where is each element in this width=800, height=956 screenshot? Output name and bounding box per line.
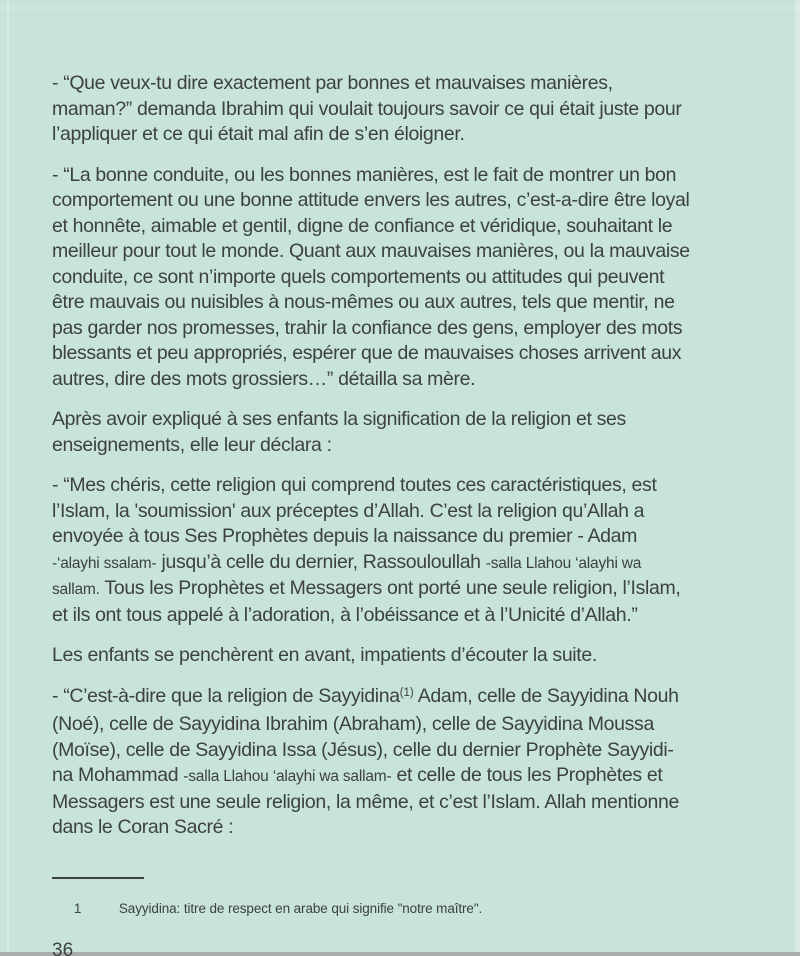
text-line [52, 643, 758, 669]
text-segment: autres, dire des mots grossiers…” détailla sa mère. [52, 367, 476, 390]
text-segment: -salla Llahou ‘alayhi wa [485, 554, 642, 572]
paragraph [52, 407, 758, 458]
text-segment: (Moïse), celle de Sayyidina Issa (Jésus), celle du dernier Prophète Sayyidi- [52, 738, 674, 761]
text-line [52, 239, 758, 265]
text-segment: (Noé), celle de Sayyidina Ibrahim (Abraham), celle de Sayyidina Moussa [52, 713, 654, 735]
text-segment: Les enfants se penchèrent en avant, impatients d’écouter la suite. [52, 644, 597, 666]
text-segment: dans le Coran Sacré : [52, 816, 234, 838]
text-segment: être mauvais ou nuisibles à nous-mêmes ou aux autres, tels que mentir, ne [52, 291, 675, 313]
text-segment: pas garder nos promesses, trahir la confiance des gens, employer des mots [52, 316, 683, 339]
paragraph [52, 71, 758, 148]
text-segment: Tous les Prophètes et Messagers ont porté une seule religion, l’Islam, [99, 577, 681, 599]
text-segment: maman?” demanda Ibrahim qui voulait toujours savoir ce qui était juste pour [52, 97, 682, 120]
text-line [52, 316, 758, 342]
scan-edge-left [7, 0, 9, 956]
text-line [52, 684, 758, 713]
text-segment: l’Islam, la 'soumission' aux préceptes d’Allah. C’est la religion qu’Allah a [52, 499, 645, 522]
text-segment: sallam. [52, 581, 100, 598]
text-line [52, 97, 758, 123]
scan-edge-right [795, 0, 800, 956]
footnote-line [52, 885, 758, 933]
text-segment: envoyée à tous Ses Prophètes depuis la naissance du premier - Adam [52, 525, 638, 547]
text-line [52, 265, 758, 291]
text-line [52, 576, 758, 603]
text-segment: na Mohammad [52, 764, 184, 786]
text-line [52, 367, 758, 393]
text-segment: - “C’est-à-dire que la religion de Sayyidina [52, 684, 400, 707]
text-segment: Après avoir expliqué à ses enfants la signification de la religion et ses [52, 408, 626, 430]
paragraph [52, 473, 758, 628]
text-line [52, 550, 758, 577]
scan-edge-top [0, 7, 800, 9]
text-line [52, 341, 758, 367]
text-line [52, 214, 758, 240]
text-segment: conduite, ce sont n’importe quels comportements ou attitudes qui peuvent [52, 265, 665, 288]
footnote-divider [52, 877, 144, 879]
text-line [52, 163, 758, 189]
text-segment: Adam, celle de Sayyidina Nouh [413, 684, 679, 707]
footnote-marker: 1 [73, 901, 82, 916]
text-segment: -‘alayhi ssalam- [52, 554, 157, 572]
text-segment: blessants et peu appropriés, espérer que de mauvaises choses arrivent aux [52, 342, 682, 364]
text-segment: - “Que veux-tu dire exactement par bonnes et mauvaises manières, [52, 72, 613, 94]
text-segment: meilleur pour tout le monde. Quant aux mauvaises manières, ou la mauvaise [52, 240, 690, 262]
text-segment: enseignements, elle leur déclara : [52, 433, 332, 456]
text-line [52, 433, 758, 459]
text-line [52, 407, 758, 433]
paragraph [52, 163, 758, 393]
page-number: 36 [52, 940, 74, 956]
text-line [52, 738, 758, 764]
text-segment: -salla Llahou ‘alayhi wa sallam- [183, 768, 392, 785]
text-segment: jusqu’à celle du dernier, Rassouloullah [156, 550, 486, 573]
text-segment: comportement ou une bonne attitude envers les autres, c’est-a-dire être loyal [52, 189, 690, 211]
text-segment: et honnête, aimable et gentil, digne de confiance et véridique, souhaitant le [52, 214, 673, 237]
text-line [52, 71, 758, 97]
text-line [52, 815, 758, 841]
text-line [52, 524, 758, 550]
text-line [52, 499, 758, 525]
text-segment: Messagers est une seule religion, la même, et c’est l’Islam. Allah mentionne [52, 790, 679, 813]
paragraph [52, 684, 758, 841]
text-line [52, 712, 758, 738]
text-line [52, 603, 758, 629]
text-segment: et celle de tous les Prophètes et [391, 764, 663, 786]
paragraph [52, 643, 758, 669]
text-segment: et ils ont tous appelé à l’adoration, à l’obéissance et à l’Unicité d’Allah.” [52, 603, 638, 626]
page-body-text [52, 71, 758, 841]
text-line [52, 790, 758, 816]
text-line [52, 122, 758, 148]
footnote-section [52, 877, 758, 956]
text-line [52, 473, 758, 499]
text-segment: - “La bonne conduite, ou les bonnes manières, est le fait de montrer un bon [52, 163, 677, 186]
text-line [52, 763, 758, 790]
text-segment: (1) [399, 686, 414, 699]
text-line [52, 290, 758, 316]
footnote-text: Sayyidina: titre de respect en arabe qui signifie "notre maître". [118, 901, 483, 916]
text-segment: - “Mes chéris, cette religion qui comprend toutes ces caractéristiques, est [52, 474, 657, 496]
text-line [52, 188, 758, 214]
text-segment: l’appliquer et ce qui était mal afin de s’en éloigner. [52, 123, 465, 145]
